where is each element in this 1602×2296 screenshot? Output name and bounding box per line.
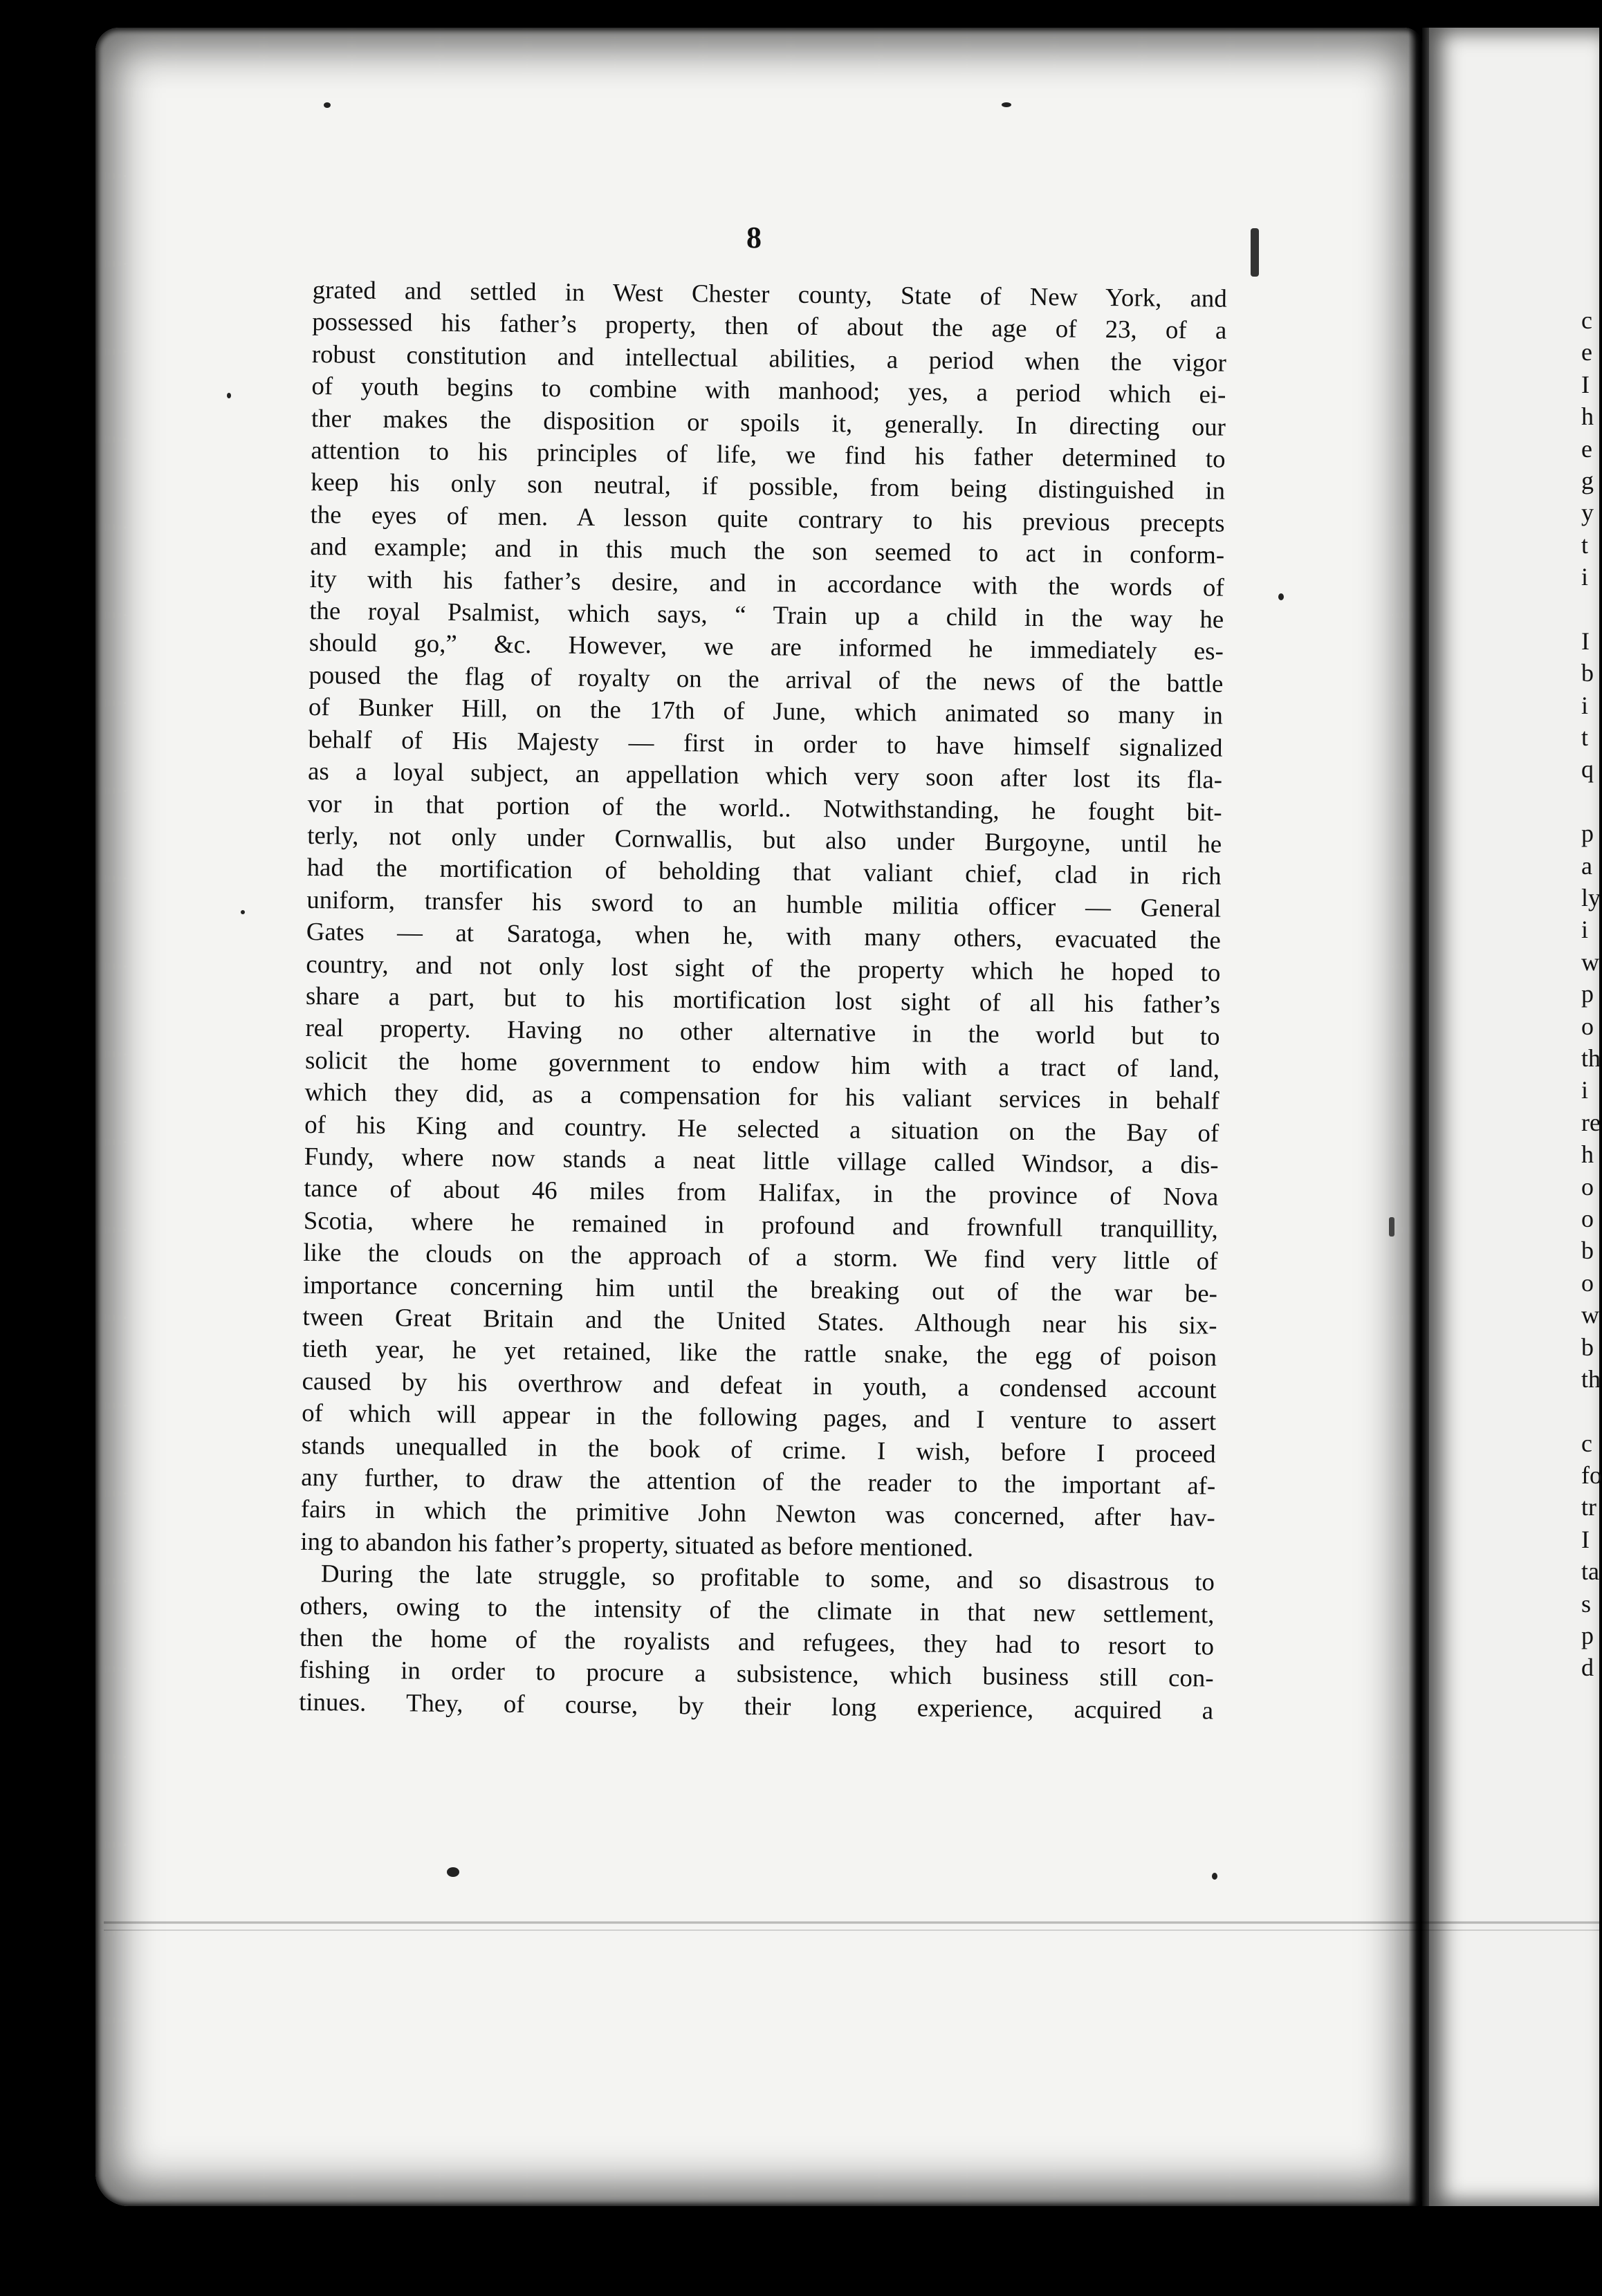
ink-speck xyxy=(227,393,231,398)
text-line: which they did, as a compensation for his valiant services in behalf xyxy=(304,1077,1219,1115)
text-line: ing to abandon his father’s property, situated as before mentioned. xyxy=(300,1526,974,1562)
ink-speck xyxy=(1212,1873,1217,1880)
facing-page-fragment: y xyxy=(1581,499,1594,527)
text-line: any further, to draw the attention of the reader to the important af- xyxy=(301,1462,1216,1500)
page-number: 8 xyxy=(746,221,762,254)
facing-page-fragment: b xyxy=(1581,1237,1594,1265)
facing-page-fragment: q xyxy=(1581,755,1594,784)
facing-page-fragment: o xyxy=(1581,1204,1594,1232)
text-line: keep his only son neutral, if possible, from being distinguished in xyxy=(310,467,1226,506)
facing-page-fragment: fo xyxy=(1581,1461,1602,1490)
facing-page-fragment: ly xyxy=(1581,884,1601,912)
text-line: as a loyal subject, an appellation which very soon after lost its fla- xyxy=(307,757,1223,794)
facing-page-fragment: I xyxy=(1581,370,1590,398)
facing-page-fragment: b xyxy=(1581,659,1594,687)
ink-speck xyxy=(447,1867,459,1877)
text-line: like the clouds on the approach of a storm. We find very little of xyxy=(303,1238,1218,1275)
facing-page-fragment xyxy=(1581,593,1599,625)
text-line: tance of about 46 miles from Halifax, in the province of Nova xyxy=(304,1174,1219,1212)
text-line: poused the flag of royalty on the arrival of the news of the battle xyxy=(309,660,1224,698)
facing-page-fragment: d xyxy=(1581,1654,1594,1682)
text-line: attention to his principles of life, we find his father determined to xyxy=(311,436,1226,473)
text-line: During the late struggle, so profitable to some, and so disastrous to xyxy=(320,1559,1215,1596)
text-line: real property. Having no other alternative in the world but to xyxy=(305,1013,1220,1050)
text-line: robust constitution and intellectual abilities, a period when the vigor xyxy=(311,339,1227,377)
facing-page-fragment: e xyxy=(1581,434,1592,463)
text-line: Gates — at Saratoga, when he, with many others, evacuated the xyxy=(306,917,1222,954)
facing-page-fragment: h xyxy=(1581,1140,1594,1169)
text-line: Scotia, where he remained in profound and frownfull tranquillity, xyxy=(303,1205,1219,1243)
facing-page-fragment: th xyxy=(1581,1044,1601,1072)
facing-page-fragment: th xyxy=(1581,1364,1601,1393)
text-line: and example; and in this much the son seemed to act in conform- xyxy=(310,532,1225,569)
ink-speck xyxy=(241,910,245,914)
facing-page-fragment: ta xyxy=(1581,1557,1599,1586)
facing-page-fragment xyxy=(1581,1395,1599,1427)
facing-page-fragment: s xyxy=(1581,1589,1592,1618)
text-line: tween Great Britain and the United States. Although near his six- xyxy=(302,1302,1217,1340)
text-line: importance concerning him until the breaking out of the war be- xyxy=(302,1270,1218,1308)
facing-page-fragment: i xyxy=(1581,563,1589,591)
text-line: behalf of His Majesty — first in order to have himself signalized xyxy=(308,724,1223,762)
facing-page-fragment: h xyxy=(1581,402,1594,431)
ink-speck xyxy=(1002,102,1011,107)
page-body-text xyxy=(297,274,1226,1832)
text-line: terly, not only under Cornwallis, but also under Burgoyne, until he xyxy=(307,820,1222,858)
facing-page-fragment: a xyxy=(1581,851,1592,880)
text-line: caused by his overthrow and defeat in youth, a condensed account xyxy=(302,1366,1217,1404)
ink-speck xyxy=(1278,593,1284,600)
text-line: tinues. They, of course, by their long experience, acquired a xyxy=(298,1687,1214,1725)
text-line: vor in that portion of the world.. Notwithstanding, he fought bit- xyxy=(307,788,1222,826)
facing-page-fragment: i xyxy=(1581,1076,1589,1104)
facing-page-fragment: g xyxy=(1581,466,1594,494)
text-line: Fundy, where now stands a neat little village called Windsor, a dis- xyxy=(304,1141,1219,1179)
book-gutter xyxy=(1408,28,1429,2206)
ink-speck xyxy=(324,102,331,108)
facing-page-fragment: tr xyxy=(1581,1493,1596,1521)
facing-page-fragment: i xyxy=(1581,916,1589,944)
text-line: grated and settled in West Chester county, State of New York, and xyxy=(312,275,1227,313)
text-line: ity with his father’s desire, and in accordance with the words of xyxy=(309,564,1224,602)
text-line: the royal Psalmist, which says, “ Train up a child in the way he xyxy=(309,596,1224,633)
facing-page-fragment: o xyxy=(1581,1012,1594,1040)
text-line: of his King and country. He selected a situation on the Bay of xyxy=(304,1109,1219,1147)
facing-page-fragment: I xyxy=(1581,1525,1590,1553)
facing-page-fragment: re xyxy=(1581,1108,1601,1136)
text-line: of Bunker Hill, on the 17th of June, which animated so many in xyxy=(308,692,1224,730)
facing-page-fragment: c xyxy=(1581,306,1592,334)
facing-page-fragment: o xyxy=(1581,1268,1594,1297)
facing-page-fragment: p xyxy=(1581,980,1594,1008)
facing-page-fragment: p xyxy=(1581,820,1594,848)
facing-page-text-fragments xyxy=(1581,304,1602,1684)
text-line: possessed his father’s property, then of about the age of 23, of a xyxy=(312,307,1227,345)
facing-page-fragment: I xyxy=(1581,627,1590,655)
fold-crease-secondary xyxy=(104,1929,1599,1931)
margin-smudge xyxy=(1389,1217,1394,1237)
fold-crease xyxy=(104,1921,1599,1924)
text-line: the eyes of men. A lesson quite contrary to his previous precepts xyxy=(310,499,1225,537)
text-line: fairs in which the primitive John Newton was concerned, after hav- xyxy=(300,1494,1215,1533)
text-line: ther makes the disposition or spoils it, generally. In directing our xyxy=(311,403,1226,441)
text-line: uniform, transfer his sword to an humble militia officer — General xyxy=(306,885,1222,923)
text-line: had the mortification of beholding that valiant chief, clad in rich xyxy=(306,853,1222,890)
facing-page-fragment: p xyxy=(1581,1622,1594,1650)
text-line: others, owing to the intensity of the climate in that new settlement, xyxy=(300,1591,1215,1629)
facing-page-fragment: w xyxy=(1581,947,1599,976)
text-line: should go,” &c. However, we are informed he immediately es- xyxy=(309,628,1224,666)
facing-page-fragment: o xyxy=(1581,1172,1594,1201)
text-line: share a part, but to his mortification lost sight of all his father’s xyxy=(305,981,1221,1019)
text-line: fishing in order to procure a subsistence, which business still con- xyxy=(299,1655,1214,1693)
facing-page-fragment: e xyxy=(1581,338,1592,367)
facing-page-fragment: t xyxy=(1581,723,1589,752)
text-line: stands unequalled in the book of crime. I wish, before I proceed xyxy=(301,1430,1216,1468)
facing-page-fragment: b xyxy=(1581,1333,1594,1361)
facing-page-fragment: w xyxy=(1581,1301,1599,1329)
text-line: country, and not only lost sight of the property which he hoped to xyxy=(306,949,1221,987)
text-line: tieth year, he yet retained, like the rattle snake, the egg of poison xyxy=(302,1334,1217,1372)
margin-smudge xyxy=(1251,228,1259,277)
text-line: of youth begins to combine with manhood; yes, a period which ei- xyxy=(311,371,1226,409)
facing-page-edge xyxy=(1422,28,1602,2206)
text-line: then the home of the royalists and refugees, they had to resort to xyxy=(299,1622,1215,1660)
text-line: solicit the home government to endow him with a tract of land, xyxy=(304,1045,1220,1083)
facing-page-fragment: t xyxy=(1581,530,1589,559)
text-line: of which will appear in the following pages, and I venture to assert xyxy=(301,1398,1217,1436)
facing-page-fragment: i xyxy=(1581,691,1589,719)
facing-page-fragment xyxy=(1581,786,1599,817)
facing-page-fragment: c xyxy=(1581,1429,1592,1457)
